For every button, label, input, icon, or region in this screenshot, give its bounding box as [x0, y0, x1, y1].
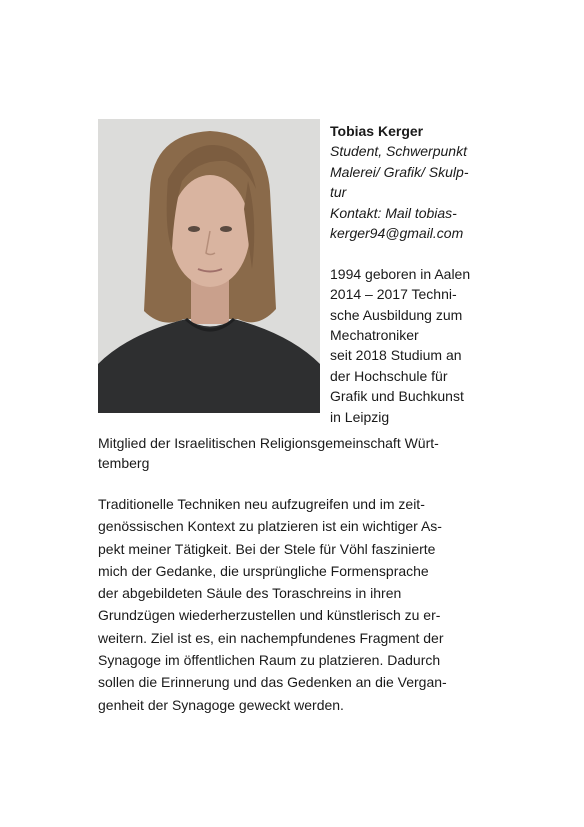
- role-line: tur: [330, 184, 347, 201]
- cv-line: 2014 – 2017 Techni-: [330, 286, 457, 303]
- membership-line: temberg: [98, 455, 150, 472]
- cv-line: Grafik und Buchkunst: [330, 388, 464, 405]
- statement-line: Synagoge im öffentlichen Raum zu platzieren. Dadurch: [98, 652, 441, 669]
- role-line: Malerei/ Grafik/ Skulp-: [330, 163, 469, 180]
- statement-line: Grundzügen wiederherzustellen und künstlerisch zu er-: [98, 607, 441, 624]
- statement-line: weitern. Ziel ist es, ein nachempfundenes Fragment der: [98, 629, 444, 646]
- role-line: Student, Schwerpunkt: [330, 143, 467, 160]
- person-name: Tobias Kerger: [330, 123, 424, 139]
- artist-statement: [98, 493, 498, 716]
- cv-line: Mechatroniker: [330, 327, 419, 344]
- cv-line: seit 2018 Studium an: [330, 347, 462, 364]
- contact-email: kerger94@gmail.com: [330, 225, 464, 242]
- membership-text: [98, 433, 498, 474]
- statement-line: pekt meiner Tätigkeit. Bei der Stele für Vöhl faszinierte: [98, 540, 436, 557]
- statement-line: sollen die Erinnerung und das Gedenken an die Vergan-: [98, 674, 447, 691]
- bio-column: [330, 121, 490, 427]
- cv-line: 1994 geboren in Aalen: [330, 265, 471, 282]
- portrait-illustration: [98, 119, 320, 413]
- statement-line: genheit der Synagoge geweckt werden.: [98, 696, 344, 713]
- statement-line: mich der Gedanke, die ursprüngliche Formensprache: [98, 562, 429, 579]
- cv-line: der Hochschule für: [330, 367, 448, 384]
- contact-line: Kontakt: Mail tobias-: [330, 204, 457, 221]
- cv-line: sche Ausbildung zum: [330, 306, 463, 323]
- membership-line: Mitglied der Israelitischen Religionsgemeinschaft Würt-: [98, 435, 439, 451]
- cv-line: in Leipzig: [330, 408, 390, 425]
- statement-line: der abgebildeten Säule des Toraschreins in ihren: [98, 585, 402, 602]
- statement-line: Traditionelle Techniken neu aufzugreifen und im zeit-: [98, 496, 425, 512]
- spacer: [330, 243, 490, 263]
- portrait-photo: [98, 119, 320, 413]
- statement-line: genössischen Kontext zu platzieren ist ein wichtiger As-: [98, 518, 442, 535]
